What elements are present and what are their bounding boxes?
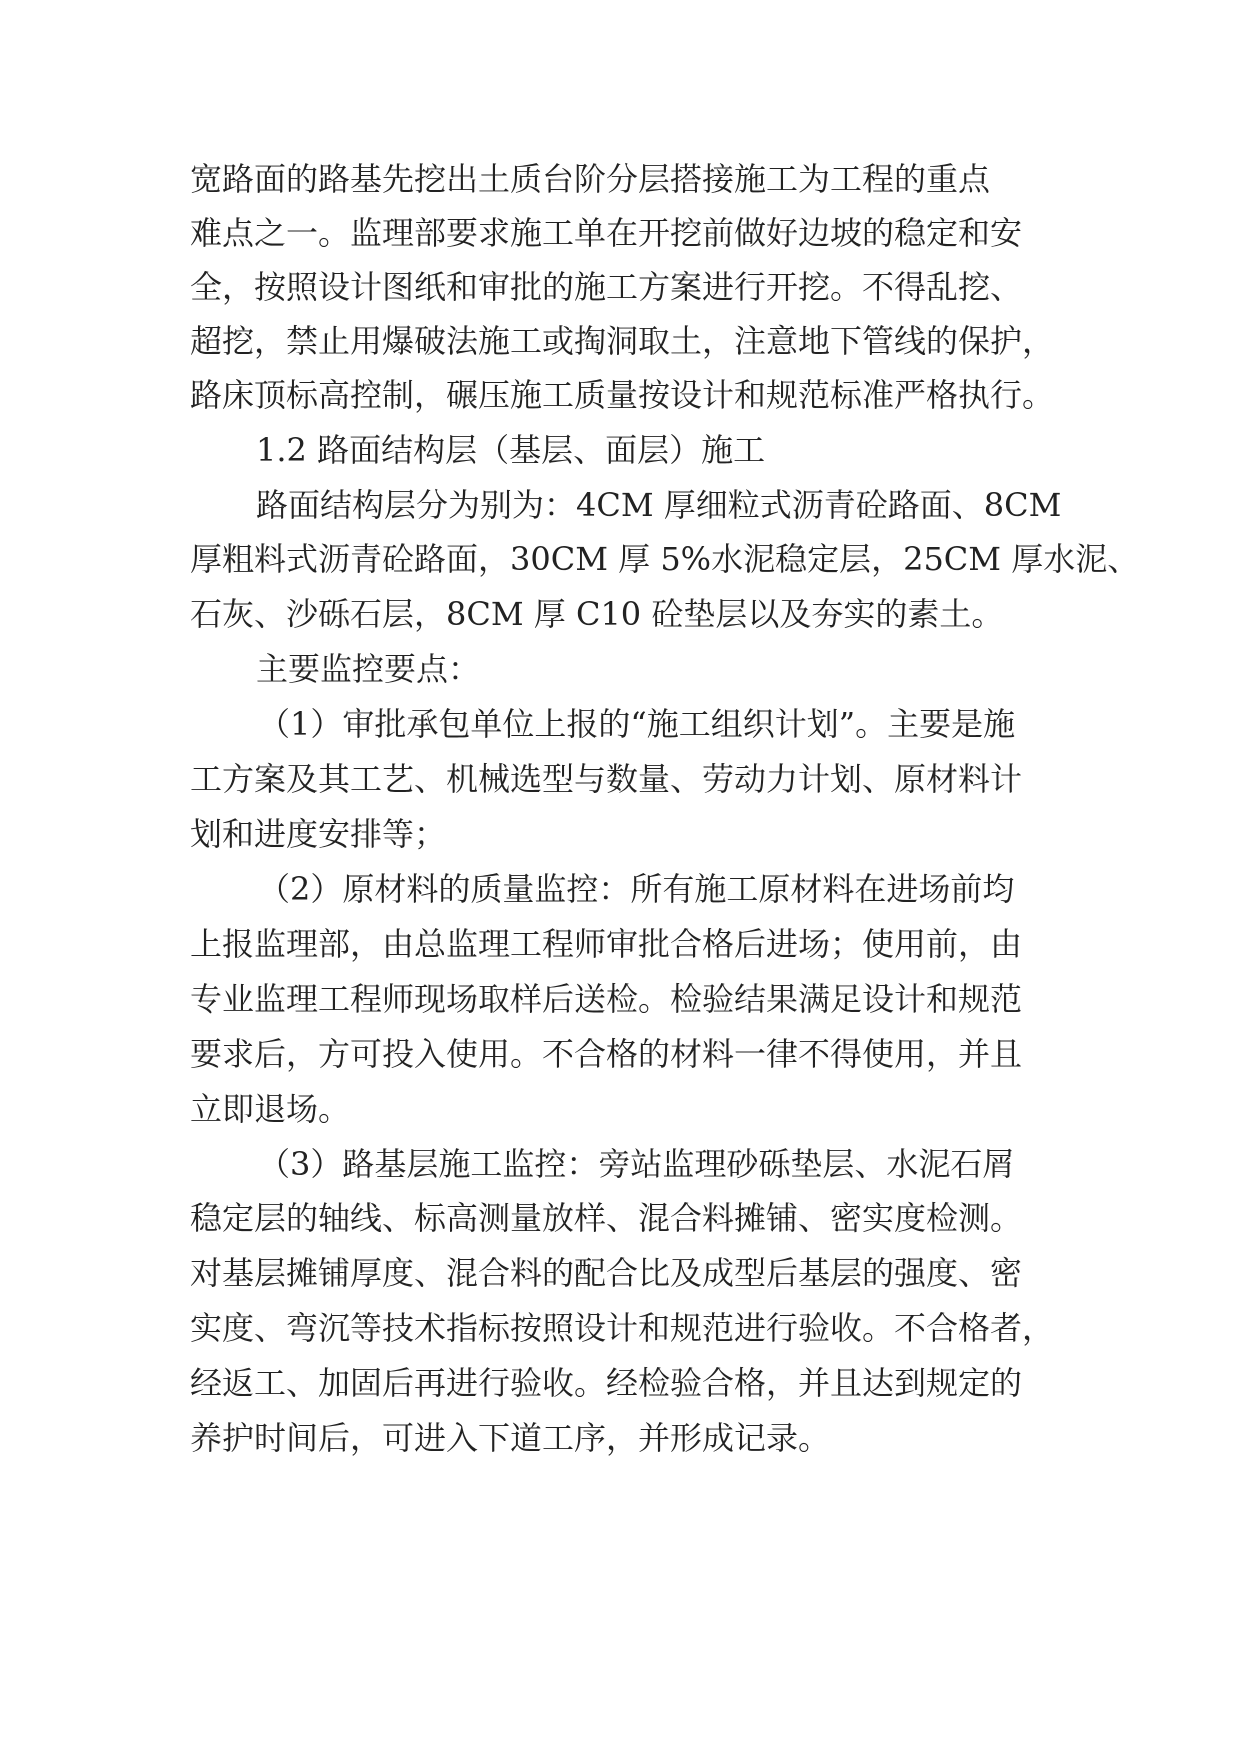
section-heading: 1.2 路面结构层（基层、面层）施工 <box>256 431 766 469</box>
paragraph-line: 石灰、沙砾石层，8CM 厚 C10 砼垫层以及夯实的素土。 <box>190 595 1004 633</box>
list-item-line: 养护时间后，可进入下道工序，并形成记录。 <box>190 1419 831 1457</box>
list-item-line: （2）原材料的质量监控：所有施工原材料在进场前均 <box>258 870 1015 908</box>
list-item-line: 工方案及其工艺、机械选型与数量、劳动力计划、原材料计 <box>190 760 1023 798</box>
list-item-line: 经返工、加固后再进行验收。经检验合格，并且达到规定的 <box>190 1364 1023 1402</box>
paragraph-line: 难点之一。监理部要求施工单在开挖前做好边坡的稳定和安 <box>190 214 1023 252</box>
list-item-line: 要求后，方可投入使用。不合格的材料一律不得使用，并且 <box>190 1035 1023 1073</box>
list-item-line: （3）路基层施工监控：旁站监理砂砾垫层、水泥石屑 <box>258 1145 1015 1183</box>
subheading: 主要监控要点： <box>256 650 481 688</box>
list-item-line: 对基层摊铺厚度、混合料的配合比及成型后基层的强度、密 <box>190 1254 1023 1292</box>
list-item-line: （1）审批承包单位上报的“施工组织计划”。主要是施 <box>258 705 1016 743</box>
list-item-line: 稳定层的轴线、标高测量放样、混合料摊铺、密实度检测。 <box>190 1199 1023 1237</box>
paragraph-line: 路面结构层分为别为：4CM 厚细粒式沥青砼路面、8CM <box>256 486 1062 524</box>
paragraph-line: 路床顶标高控制，碾压施工质量按设计和规范标准严格执行。 <box>190 376 1055 414</box>
list-item-line: 专业监理工程师现场取样后送检。检验结果满足设计和规范 <box>190 980 1023 1018</box>
paragraph-line: 宽路面的路基先挖出土质台阶分层搭接施工为工程的重点 <box>190 160 991 198</box>
list-item-line: 实度、弯沉等技术指标按照设计和规范进行验收。不合格者， <box>190 1309 1055 1347</box>
paragraph-line: 全，按照设计图纸和审批的施工方案进行开挖。不得乱挖、 <box>190 268 1023 306</box>
list-item-line: 划和进度安排等； <box>190 815 447 853</box>
paragraph-line: 厚粗料式沥青砼路面，30CM 厚 5%水泥稳定层，25CM 厚水泥、 <box>190 540 1140 578</box>
paragraph-line: 超挖，禁止用爆破法施工或掏洞取土，注意地下管线的保护， <box>190 322 1055 360</box>
list-item-line: 上报监理部，由总监理工程师审批合格后进场；使用前，由 <box>190 925 1023 963</box>
list-item-line: 立即退场。 <box>190 1090 351 1128</box>
